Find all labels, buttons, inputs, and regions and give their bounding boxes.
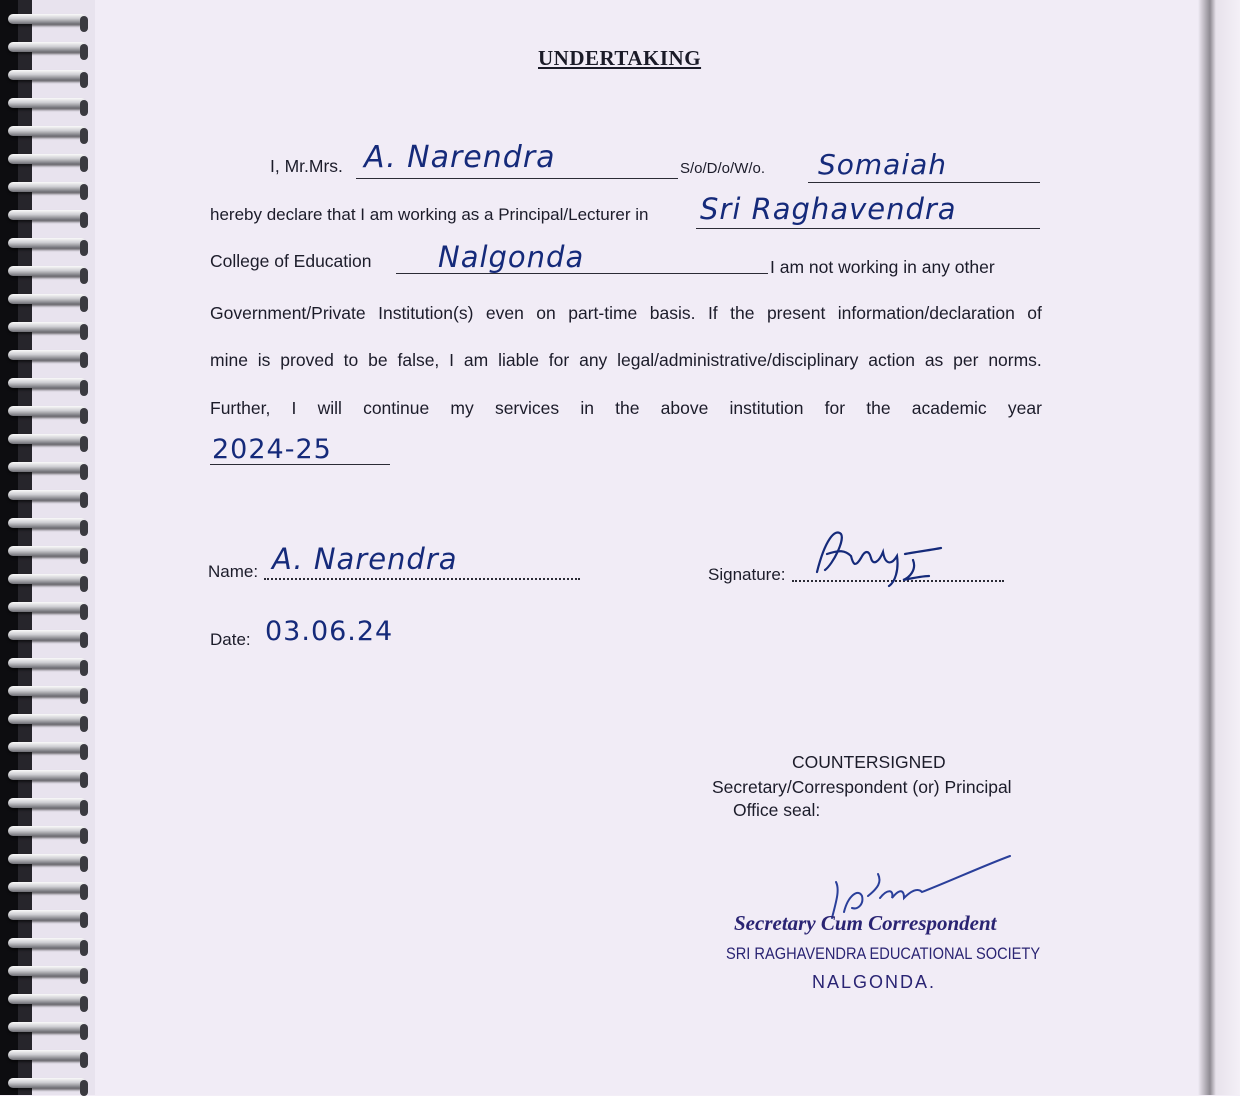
binding-ring	[8, 490, 86, 500]
declaration-word: above	[660, 398, 709, 418]
date-label: Date:	[210, 630, 251, 649]
declaration-word: my	[450, 398, 474, 418]
declaration-word: Government/Private	[210, 303, 366, 323]
handwritten-name-field: A. Narendra	[272, 542, 458, 576]
binding-ring	[8, 938, 86, 948]
declaration-word: for	[824, 398, 846, 418]
binding-ring	[8, 882, 86, 892]
binding-ring	[8, 350, 86, 360]
binding-ring	[8, 910, 86, 920]
signature-mark	[805, 520, 955, 590]
binding-ring	[8, 406, 86, 416]
declaration-word: present	[766, 303, 826, 323]
spiral-binding	[0, 0, 95, 1095]
declaration-word: even	[485, 303, 524, 323]
binding-ring	[8, 378, 86, 388]
binding-ring	[8, 826, 86, 836]
binding-ring	[8, 574, 86, 584]
stamp-society: SRI RAGHAVENDRA EDUCATIONAL SOCIETY	[726, 944, 1041, 963]
college-label: College of Education	[210, 251, 372, 271]
binding-ring	[8, 770, 86, 780]
declaration-word: per	[953, 350, 979, 370]
declaration-word: If	[707, 303, 718, 323]
stamp-title: Secretary Cum Correspondent	[734, 911, 997, 935]
intro-prefix: I, Mr.Mrs.	[270, 156, 343, 176]
declaration-word: norms.	[988, 350, 1042, 370]
name-line	[356, 178, 678, 179]
handwritten-date: 03.06.24	[265, 616, 394, 647]
declaration-word: proved	[280, 350, 334, 370]
signature-label: Signature:	[708, 565, 786, 584]
name-label: Name:	[208, 562, 259, 581]
declaration-word: basis.	[649, 303, 696, 323]
binding-ring	[8, 210, 86, 220]
declaration-word: I	[449, 350, 455, 370]
handwritten-year: 2024-25	[212, 434, 332, 465]
declaration-word: liable	[498, 350, 539, 370]
declaration-word: the	[866, 398, 891, 418]
binding-ring	[8, 742, 86, 752]
declaration-word: of	[1027, 303, 1042, 323]
binding-ring	[8, 714, 86, 724]
name-dotted-line	[264, 578, 580, 580]
binding-ring	[8, 462, 86, 472]
relation-prefix: S/o/D/o/W/o.	[680, 160, 766, 177]
binding-ring	[8, 518, 86, 528]
declaration-word: false,	[397, 350, 440, 370]
declaration-word: Further,	[210, 398, 271, 418]
declaration-line-4	[210, 303, 1042, 324]
binding-ring	[8, 854, 86, 864]
declaration-word: am	[463, 350, 489, 370]
declaration-word: the	[615, 398, 640, 418]
binding-ring	[8, 1078, 86, 1088]
declaration-word: be	[368, 350, 388, 370]
binding-ring	[8, 546, 86, 556]
institution-line	[696, 228, 1040, 229]
stamp-city: NALGONDA.	[812, 972, 937, 992]
handwritten-place: Nalgonda	[438, 240, 585, 274]
binding-ring	[8, 1022, 86, 1032]
binding-ring	[8, 126, 86, 136]
year-line	[210, 464, 390, 465]
place-line	[396, 273, 768, 274]
binding-ring	[8, 602, 86, 612]
declaration-line: hereby declare that I am working as a Principal/Lecturer in	[210, 205, 649, 224]
declaration-word: any	[579, 350, 608, 370]
declaration-word: the	[730, 303, 755, 323]
declaration-word: as	[924, 350, 944, 370]
document-title: UNDERTAKING	[538, 46, 702, 70]
binding-ring	[8, 630, 86, 640]
binding-ring	[8, 658, 86, 668]
binding-ring	[8, 154, 86, 164]
binding-ring	[8, 238, 86, 248]
binding-ring	[8, 686, 86, 696]
declaration-line-5	[210, 350, 1042, 371]
binding-ring	[8, 70, 86, 80]
declaration-word: academic	[911, 398, 987, 418]
declaration-word: to	[343, 350, 359, 370]
declaration-word: for	[548, 350, 570, 370]
binding-ring	[8, 182, 86, 192]
declaration-word: continue	[363, 398, 430, 418]
handwritten-institution: Sri Raghavendra	[700, 192, 957, 226]
binding-ring	[8, 994, 86, 1004]
declaration-word: I	[291, 398, 297, 418]
declaration-word: legal/administrative/disciplinary	[617, 350, 859, 370]
binding-ring	[8, 98, 86, 108]
binding-ring	[8, 294, 86, 304]
binding-ring	[8, 966, 86, 976]
declaration-line-6	[210, 398, 1042, 419]
declaration-word: on	[536, 303, 556, 323]
countersigned-role: Secretary/Correspondent (or) Principal	[712, 777, 1012, 797]
declaration-word: in	[580, 398, 594, 418]
handwritten-name: A. Narendra	[364, 140, 556, 175]
not-working-text: I am not working in any other	[770, 257, 995, 277]
declaration-word: mine	[210, 350, 248, 370]
declaration-word: institution	[729, 398, 804, 418]
declaration-word: Institution(s)	[378, 303, 474, 323]
countersigned-label: COUNTERSIGNED	[792, 752, 946, 772]
binding-ring	[8, 266, 86, 276]
binding-ring	[8, 322, 86, 332]
declaration-word: part-time	[568, 303, 638, 323]
relation-line	[808, 182, 1040, 183]
binding-ring	[8, 42, 86, 52]
binding-ring	[8, 798, 86, 808]
declaration-word: action	[868, 350, 915, 370]
declaration-word: year	[1007, 398, 1042, 418]
binding-ring	[8, 14, 86, 24]
handwritten-relation: Somaiah	[818, 148, 948, 181]
binding-ring	[8, 1050, 86, 1060]
declaration-word: is	[257, 350, 271, 370]
binding-ring	[8, 434, 86, 444]
office-seal-label: Office seal:	[733, 800, 821, 820]
page-edge-shadow	[1180, 0, 1240, 1095]
declaration-word: information/declaration	[837, 303, 1015, 323]
declaration-word: services	[494, 398, 560, 418]
declaration-word: will	[317, 398, 342, 418]
